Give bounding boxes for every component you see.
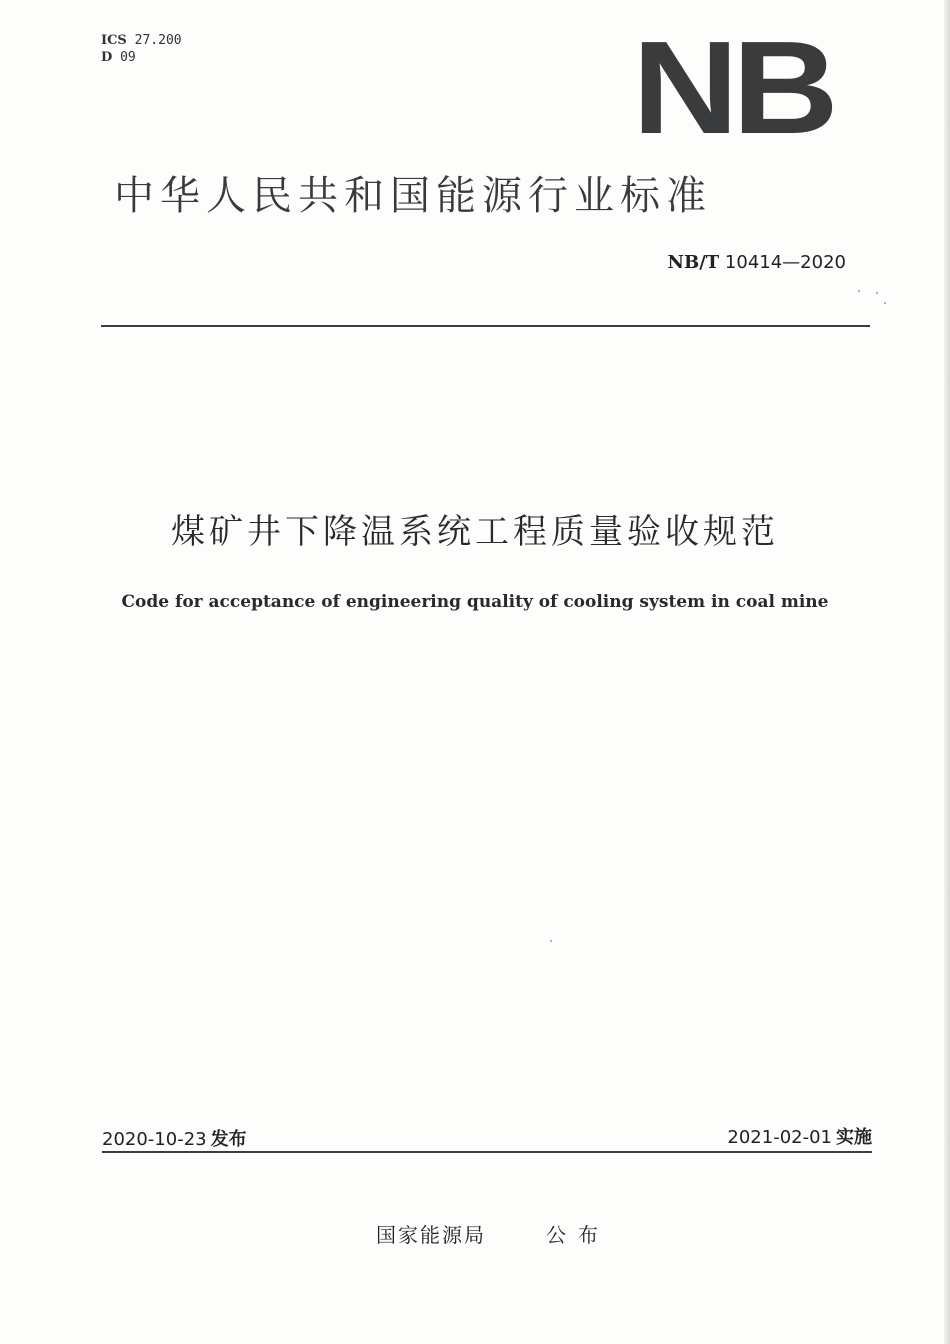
top-divider [101, 325, 870, 327]
org-title: 中华人民共和国能源行业标准 [114, 173, 712, 219]
ccs-label: D [101, 50, 113, 65]
standard-prefix: NB/T [667, 252, 720, 273]
ics-line [101, 32, 182, 49]
issue-date-value: 2020-10-23 [102, 1129, 207, 1150]
ics-code: 27.200 [134, 33, 182, 48]
implementation-date [727, 1123, 872, 1149]
nb-logo: NB [632, 14, 833, 161]
standard-number [668, 252, 846, 273]
ics-label: ICS [101, 33, 127, 48]
publisher-name: 国家能源局 [376, 1223, 486, 1247]
ccs-line [101, 49, 182, 66]
document-title-en: Code for acceptance of engineering quality of cooling system in coal mine [121, 592, 829, 612]
standard-code: 10414—2020 [724, 252, 846, 273]
implementation-date-suffix: 实施 [836, 1127, 872, 1148]
scan-speck [884, 302, 886, 304]
issue-date [102, 1125, 247, 1151]
scan-speck [550, 940, 552, 942]
scan-speck [876, 292, 878, 294]
implementation-date-value: 2021-02-01 [727, 1127, 832, 1148]
ccs-code: 09 [120, 50, 136, 65]
bottom-divider [102, 1151, 872, 1153]
document-title-cn: 煤矿井下降温系统工程质量验收规范 [171, 512, 779, 552]
publish-word: 公布 [546, 1223, 610, 1247]
scan-speck [858, 290, 860, 292]
classification-codes [101, 32, 182, 66]
issue-date-suffix: 发布 [210, 1129, 247, 1150]
